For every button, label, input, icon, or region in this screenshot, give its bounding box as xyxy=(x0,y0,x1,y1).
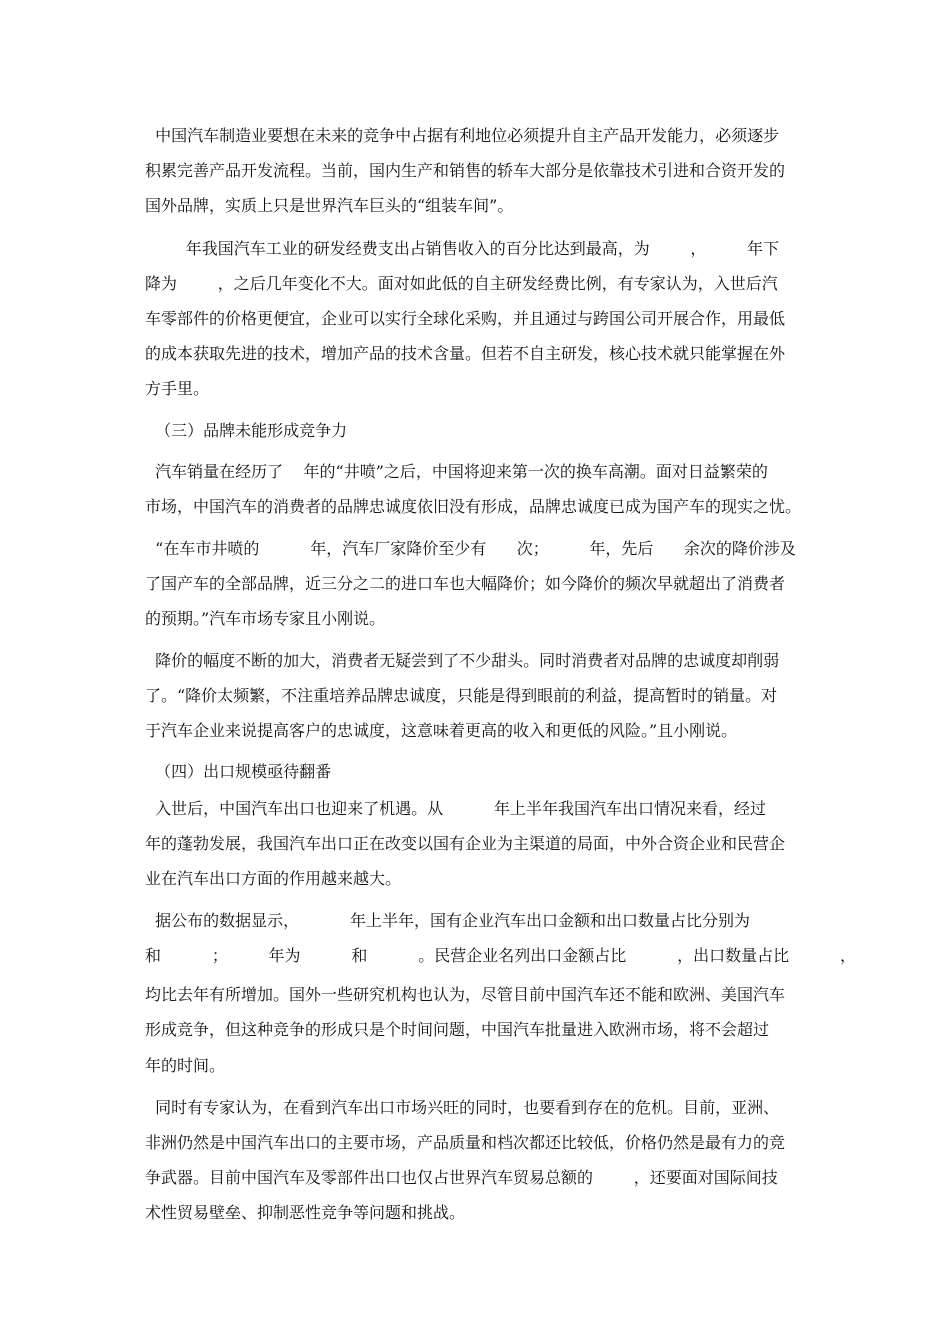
text-line: 方手里。 xyxy=(145,379,210,398)
section-heading: （三）品牌未能形成竞争力 xyxy=(145,421,348,440)
text-line: 于汽车企业来说提高客户的忠诚度，这意味着更高的收入和更低的风险。”且小刚说。 xyxy=(145,721,738,740)
text-line: 汽车销量在经历了 年的“井喷”之后，中国将迎来第一次的换车高潮。面对日益繁荣的 xyxy=(145,462,768,481)
text-line: 入世后，中国汽车出口也迎来了机遇。从 年上半年我国汽车出口情况来看，经过 xyxy=(145,799,767,818)
text-line: 非洲仍然是中国汽车出口的主要市场，产品质量和档次都还比较低，价格仍然是最有力的竞 xyxy=(145,1133,786,1152)
section-heading: （四）出口规模亟待翻番 xyxy=(145,762,332,781)
text-line: 车零部件的价格更便宜，企业可以实行全球化采购，并且通过与跨国公司开展合作，用最低 xyxy=(145,309,786,328)
text-line: 年的时间。 xyxy=(145,1056,226,1075)
text-line: 降价的幅度不断的加大，消费者无疑尝到了不少甜头。同时消费者对品牌的忠诚度却削弱 xyxy=(145,651,780,670)
text-line: 的成本获取先进的技术，增加产品的技术含量。但若不自主研发，核心技术就只能掌握在外 xyxy=(145,344,786,363)
text-line: 降为 ，之后几年变化不大。面对如此低的自主研发经费比例，有专家认为，入世后汽 xyxy=(145,274,778,293)
text-line: 积累完善产品开发流程。当前，国内生产和销售的轿车大部分是依靠技术引进和合资开发的 xyxy=(145,161,786,180)
text-line: 中国汽车制造业要想在未来的竞争中占据有利地位必须提升自主产品开发能力，必须逐步 xyxy=(145,126,780,145)
text-line: 争武器。目前中国汽车及零部件出口也仅占世界汽车贸易总额的 ，还要面对国际间技 xyxy=(145,1168,778,1187)
text-line: 的预期。”汽车市场专家且小刚说。 xyxy=(145,609,386,628)
text-line: 年的蓬勃发展，我国汽车出口正在改变以国有企业为主渠道的局面，中外合资企业和民营企 xyxy=(145,834,786,853)
text-line: 了国产车的全部品牌，近三分之二的进口车也大幅降价；如今降价的频次早就超出了消费者 xyxy=(145,574,786,593)
text-line: 均比去年有所增加。国外一些研究机构也认为，尽管目前中国汽车还不能和欧洲、美国汽车 xyxy=(145,985,786,1004)
text-line: 同时有专家认为，在看到汽车出口市场兴旺的同时，也要看到存在的危机。目前，亚洲、 xyxy=(145,1098,780,1117)
text-line: 形成竞争，但这种竞争的形成只是个时间问题，中国汽车批量进入欧洲市场，将不会超过 xyxy=(145,1020,770,1039)
text-line: 国外品牌，实质上只是世界汽车巨头的“组装车间”。 xyxy=(145,196,514,215)
text-line: 术性贸易壁垒、抑制恶性竞争等问题和挑战。 xyxy=(145,1203,466,1222)
text-line: 了。“降价太频繁，不注重培养品牌忠诚度，只能是得到眼前的利益，提高暂时的销量。对 xyxy=(145,686,778,705)
text-line: 据公布的数据显示， 年上半年，国有企业汽车出口金额和出口数量占比分别为 xyxy=(145,911,751,930)
text-line: “在车市井喷的 年，汽车厂家降价至少有 次； 年，先后 余次的降价涉及 xyxy=(145,539,796,558)
text-line: 年我国汽车工业的研发经费支出占销售收入的百分比达到最高，为 ， 年下 xyxy=(145,239,780,258)
text-line: 业在汽车出口方面的作用越来越大。 xyxy=(145,869,402,888)
text-line: 市场，中国汽车的消费者的品牌忠诚度依旧没有形成，品牌忠诚度已成为国产车的现实之忧。 xyxy=(145,497,802,516)
text-line: 和 ； 年为 和 。民营企业名列出口金额占比 ，出口数量占比 ， xyxy=(145,946,856,965)
